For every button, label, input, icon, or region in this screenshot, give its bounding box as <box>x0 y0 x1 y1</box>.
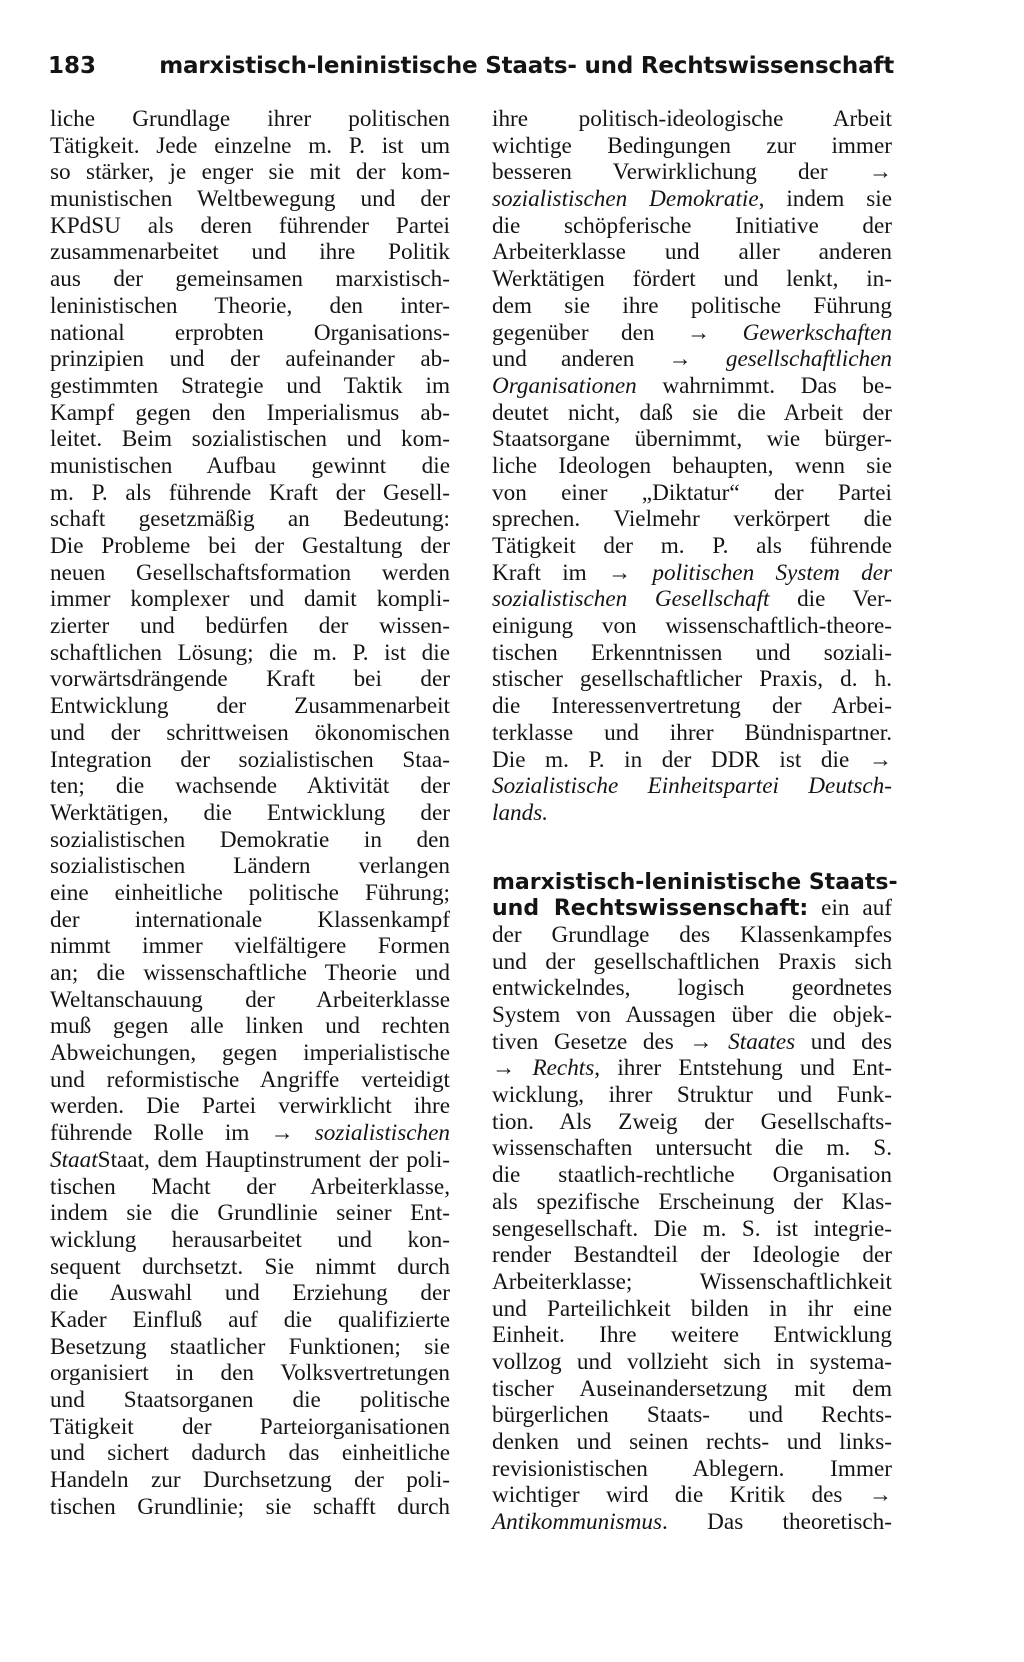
text-line: Abweichungen, gegen imperialistische <box>50 1040 450 1067</box>
text-run: Staat, dem Hauptinstrument der poli- <box>97 1146 450 1173</box>
text-line: gestimmten Strategie und Taktik im <box>50 372 450 399</box>
text-line: Werktätigen, die Entwicklung der <box>50 799 450 826</box>
text-line: Arbeiterklasse; Wissenschaftlichkeit <box>492 1268 892 1295</box>
text-line: indem sie die Grundlinie seiner Ent- <box>50 1200 450 1227</box>
text-line: entwickelndes, logisch geordnetes <box>492 975 892 1002</box>
text-line: Entwicklung der Zusammenarbeit <box>50 693 450 720</box>
text-line: ihre politisch-ideologische Arbeit <box>492 106 892 132</box>
text-line: aus der gemeinsamen marxistisch- <box>50 266 450 293</box>
cross-reference-arrow: → <box>868 746 892 773</box>
text-line: leninistischen Theorie, den inter- <box>50 292 450 319</box>
text-line <box>492 773 892 800</box>
text-line: Arbeiterklasse und aller anderen <box>492 239 892 266</box>
text-line: tion. Als Zweig der Gesellschafts- <box>492 1108 892 1135</box>
cross-reference-arrow: → <box>686 319 711 346</box>
text-line <box>492 895 892 922</box>
text-line: Staatsorgane übernimmt, wie bürger- <box>492 426 892 453</box>
text-run: besseren Verwirklichung der <box>492 159 828 186</box>
cross-reference-arrow: → <box>270 1120 294 1147</box>
cross-reference-arrow: → <box>868 159 893 186</box>
text-line: als spezifische Erscheinung der Klas- <box>492 1188 892 1215</box>
text-run: und des <box>795 1028 892 1055</box>
text-line <box>492 747 892 774</box>
text-line <box>492 1482 892 1509</box>
text-line: und Parteilichkeit bilden in ihr eine <box>492 1295 892 1322</box>
text-line: schaftlichen Lösung; die m. P. ist die <box>50 639 450 666</box>
text-line: eine einheitliche politische Führung; <box>50 879 450 906</box>
text-line: stischer gesellschaftlicher Praxis, d. h. <box>492 666 892 693</box>
text-line: die staatlich-rechtliche Organisation <box>492 1162 892 1189</box>
text-line: sengesellschaft. Die m. S. ist integrie- <box>492 1215 892 1242</box>
text-line: bürgerlichen Staats- und Rechts- <box>492 1402 892 1429</box>
cross-reference-arrow: → <box>868 1482 892 1509</box>
cross-reference-arrow: → <box>689 1028 713 1055</box>
text-line: sozialistischen Demokratie in den <box>50 826 450 853</box>
cross-reference-link[interactable]: Gewerkschaften <box>742 319 893 346</box>
text-line: nimmt immer vielfältigere Formen <box>50 933 450 960</box>
text-line: und reformistische Angriffe verteidigt <box>50 1066 450 1093</box>
text-run: wichtiger wird die Kritik des <box>492 1482 843 1509</box>
text-line: der internationale Klassenkampf <box>50 906 450 933</box>
text-line: die schöpferische Initiative der <box>492 212 892 239</box>
text-line: liche Ideologen behaupten, wenn sie <box>492 452 892 479</box>
text-line <box>50 1120 450 1147</box>
text-line <box>492 1029 892 1056</box>
text-line: System von Aussagen über die objek- <box>492 1002 892 1028</box>
text-line: sprechen. Vielmehr verkörpert die <box>492 506 892 533</box>
cross-reference-link[interactable]: lands. <box>492 799 549 826</box>
text-line: immer komplexer und damit kompli- <box>50 586 450 613</box>
text-line: wicklung, ihrer Struktur und Funk- <box>492 1082 892 1109</box>
text-line: dem sie ihre politische Führung <box>492 292 892 319</box>
cross-reference-arrow: → <box>668 346 692 373</box>
text-line: der Grundlage des Klassenkampfes <box>492 921 892 948</box>
cross-reference-link[interactable]: politischen System der <box>652 559 893 586</box>
text-line: tischer Auseinandersetzung mit dem <box>492 1375 892 1402</box>
text-line <box>50 1147 450 1174</box>
text-run: ein auf <box>808 895 893 922</box>
text-line: render Bestandteil der Ideologie der <box>492 1242 892 1269</box>
text-line: und der gesellschaftlichen Praxis sich <box>492 948 892 975</box>
text-line: die Auswahl und Erziehung der <box>50 1280 450 1307</box>
text-line: und sichert dadurch das einheitliche <box>50 1440 450 1467</box>
cross-reference-link[interactable]: Antikommunismus <box>492 1509 663 1536</box>
text-line: zierter und bedürfen der wissen- <box>50 613 450 640</box>
entry-headword-line <box>492 869 898 896</box>
text-line: wissenschaften untersucht die m. S. <box>492 1135 892 1162</box>
text-line: revisionistischen Ablegern. Immer <box>492 1455 892 1482</box>
text-line: liche Grundlage ihrer politischen <box>50 106 450 132</box>
text-line <box>492 186 892 213</box>
text-line: und Staatsorganen die politische <box>50 1387 450 1413</box>
entry-spacer <box>492 827 892 869</box>
text-line: Die Probleme bei der Gestaltung der <box>50 533 450 559</box>
text-line <box>492 586 892 613</box>
text-line: vorwärtsdrängende Kraft bei der <box>50 666 450 693</box>
text-line <box>492 1055 892 1082</box>
text-line: Tätigkeit. Jede einzelne m. P. ist um <box>50 132 450 159</box>
text-line: tischen Grundlinie; sie schafft durch <box>50 1493 450 1520</box>
cross-reference-arrow: → <box>607 559 632 586</box>
text-line: wichtige Bedingungen zur immer <box>492 132 892 159</box>
running-head: marxistisch-leninistische Staats- und Rechtswissenschaft <box>159 53 894 79</box>
text-line <box>492 1509 892 1536</box>
text-line: wicklung herausarbeitet und kon- <box>50 1226 450 1253</box>
text-line: Werktätigen fördert und lenkt, in- <box>492 266 892 293</box>
text-run: wahrnimmt. Das be- <box>636 372 892 399</box>
cross-reference-link[interactable]: Staates <box>728 1028 796 1055</box>
text-line: an; die wissenschaftliche Theorie und <box>50 960 450 986</box>
cross-reference-link[interactable]: sozialistischen Gesellschaft <box>492 586 770 613</box>
text-line: die Interessenvertretung der Arbei- <box>492 693 892 720</box>
text-line <box>492 346 892 373</box>
text-run: . Das theoretisch- <box>662 1509 892 1536</box>
text-line: organisiert in den Volksvertretungen <box>50 1360 450 1387</box>
cross-reference-link[interactable]: Sozialistische Einheitspartei Deutsch- <box>492 773 892 800</box>
text-run: Kraft im <box>492 559 587 586</box>
text-line: muß gegen alle linken und rechten <box>50 1013 450 1040</box>
text-line: munistischen Weltbewegung und der <box>50 186 450 213</box>
text-line: so stärker, je enger sie mit der kom- <box>50 159 450 186</box>
right-column <box>492 106 898 1536</box>
text-line: Tätigkeit der Parteiorganisationen <box>50 1413 450 1440</box>
text-line <box>492 560 892 587</box>
cross-reference-link[interactable]: Organisationen <box>492 372 637 399</box>
text-line: tischen Macht der Arbeiterklasse, <box>50 1173 450 1200</box>
text-line <box>492 320 892 347</box>
text-line: einigung von wissenschaftlich-theore- <box>492 613 892 640</box>
text-line: sequent durchsetzt. Sie nimmt durch <box>50 1253 450 1280</box>
text-run: Die m. P. in der DDR ist die <box>492 746 850 773</box>
cross-reference-link[interactable]: sozialistischen <box>314 1120 450 1147</box>
left-column <box>50 106 450 1520</box>
text-line: Integration der sozialistischen Staa- <box>50 746 450 773</box>
text-line: denken und seinen rechts- und links- <box>492 1429 892 1455</box>
text-line <box>492 800 892 827</box>
cross-reference-link[interactable]: Rechts <box>532 1055 595 1082</box>
text-line: deutet nicht, daß sie die Arbeit der <box>492 399 892 426</box>
text-line: von einer „Diktatur“ der Partei <box>492 479 892 506</box>
text-line: Tätigkeit der m. P. als führende <box>492 533 892 559</box>
text-line: werden. Die Partei verwirklicht ihre <box>50 1093 450 1120</box>
text-line: national erprobten Organisations- <box>50 319 450 346</box>
text-run: und anderen <box>492 346 635 373</box>
text-line: Kader Einfluß auf die qualifizierte <box>50 1306 450 1333</box>
text-run: , ihrer Entstehung und Ent- <box>594 1055 892 1082</box>
text-run: , indem sie <box>758 186 893 213</box>
cross-reference-arrow: → <box>492 1055 516 1082</box>
text-run: die Ver- <box>769 586 893 613</box>
text-line <box>492 159 892 186</box>
text-line: neuen Gesellschaftsformation werden <box>50 559 450 586</box>
text-run: führende Rolle im <box>50 1120 250 1147</box>
text-line: ten; die wachsende Aktivität der <box>50 773 450 800</box>
page-number: 183 <box>48 53 97 79</box>
text-line: leitet. Beim sozialistischen und kom- <box>50 426 450 453</box>
text-run: gegenüber den <box>492 319 655 346</box>
text-line: Kampf gegen den Imperialismus ab- <box>50 399 450 426</box>
text-line: vollzog und vollzieht sich in systema- <box>492 1348 892 1375</box>
text-line: und der schrittweisen ökonomischen <box>50 719 450 746</box>
text-line: tischen Erkenntnissen und soziali- <box>492 639 892 666</box>
cross-reference-link[interactable]: sozialistischen Demokratie <box>492 186 759 213</box>
text-line <box>492 373 892 400</box>
text-line: Weltanschauung der Arbeiterklasse <box>50 986 450 1013</box>
text-run: tiven Gesetze des <box>492 1028 674 1055</box>
entry-headword: marxistisch-leninistische Staats- <box>492 869 898 895</box>
text-line: m. P. als führende Kraft der Gesell- <box>50 479 450 506</box>
text-line: zusammenarbeitet und ihre Politik <box>50 239 450 266</box>
text-line: munistischen Aufbau gewinnt die <box>50 452 450 479</box>
text-line: terklasse und ihrer Bündnispartner. <box>492 719 892 746</box>
page-header <box>48 46 894 86</box>
cross-reference-link[interactable]: gesellschaftlichen <box>725 346 892 373</box>
text-line: Handeln zur Durchsetzung der poli- <box>50 1467 450 1494</box>
text-line: KPdSU als deren führender Partei <box>50 212 450 239</box>
text-line: Besetzung staatlicher Funktionen; sie <box>50 1333 450 1360</box>
text-line: prinzipien und der aufeinander ab- <box>50 346 450 373</box>
text-line: schaft gesetzmäßig an Bedeutung: <box>50 506 450 533</box>
text-line: Einheit. Ihre weitere Entwicklung <box>492 1322 892 1349</box>
text-line: sozialistischen Ländern verlangen <box>50 853 450 880</box>
cross-reference-link[interactable]: Staat <box>50 1146 98 1173</box>
entry-headword: und Rechtswissenschaft: <box>492 896 809 922</box>
